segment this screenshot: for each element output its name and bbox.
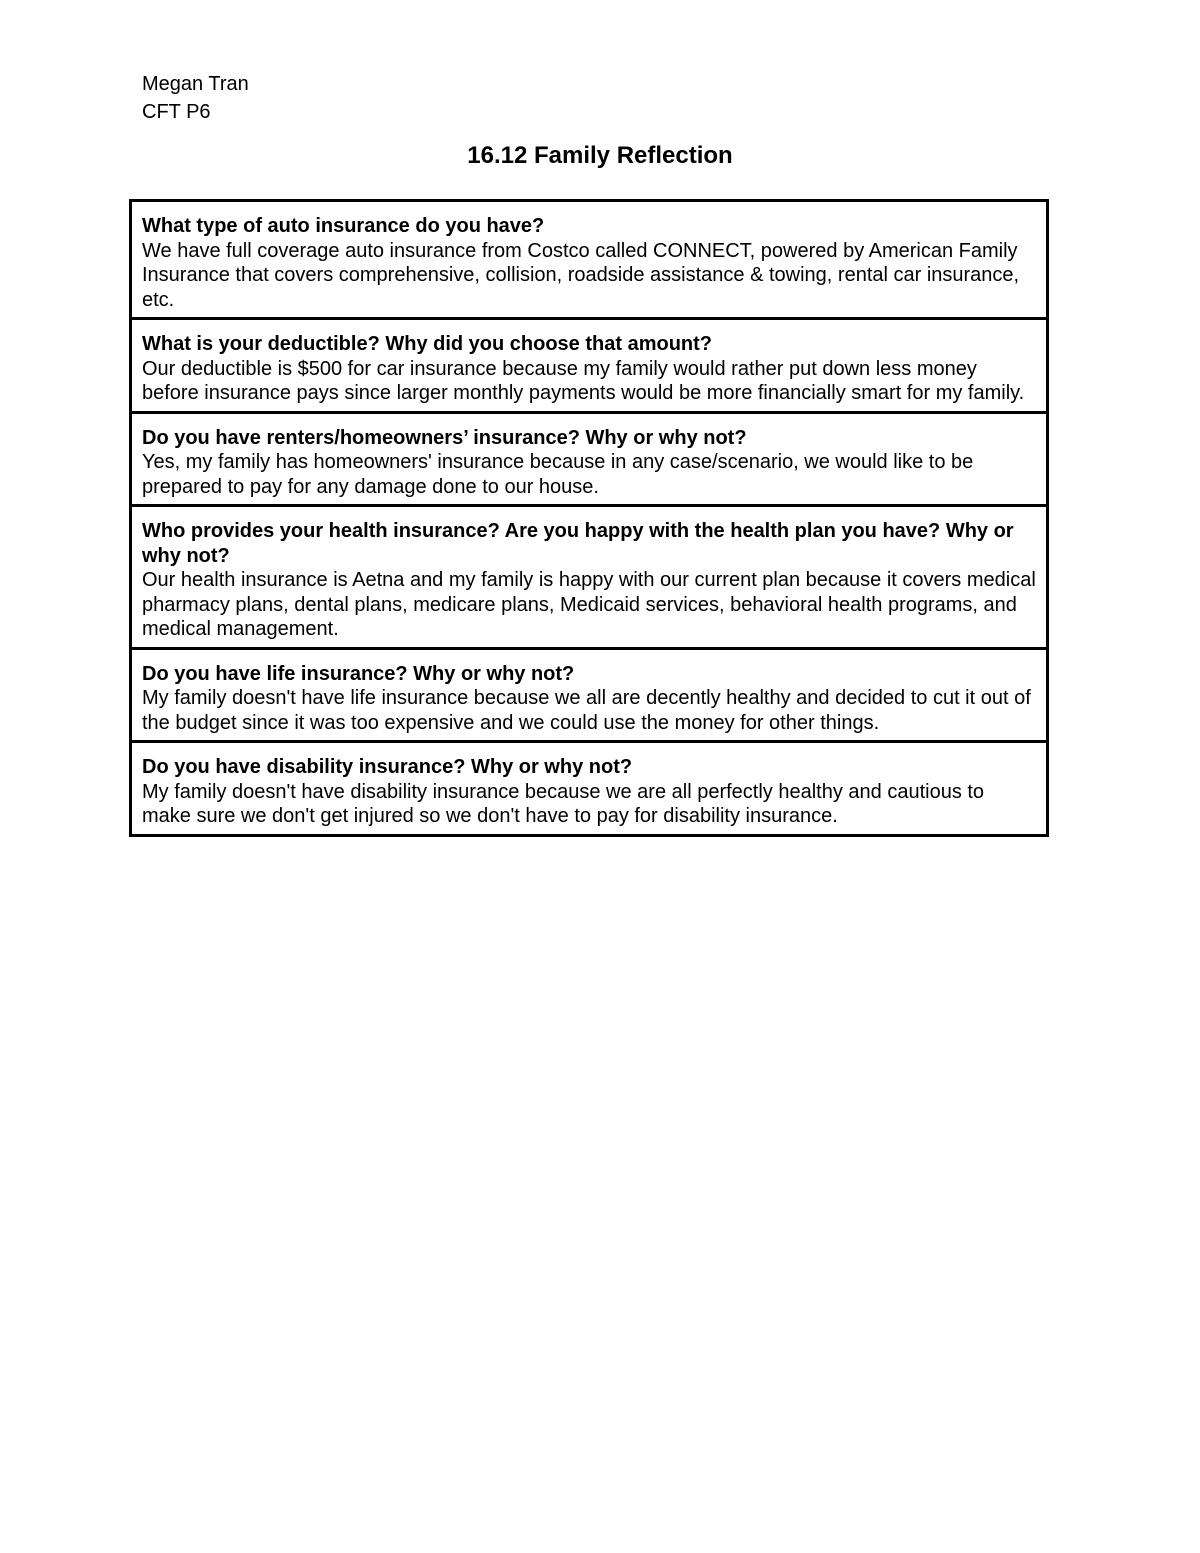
reflection-table bbox=[129, 199, 1049, 837]
table-row bbox=[132, 743, 1046, 834]
question-text: What is your deductible? Why did you choose that amount? bbox=[142, 333, 713, 355]
answer-text: Our health insurance is Aetna and my family is happy with our current plan because it covers medical pharmacy plans, dental plans, medicare plans, Medicaid services, behavioral health programs, and medical management. bbox=[142, 569, 1036, 640]
header-block bbox=[142, 70, 249, 126]
answer-text: Our deductible is $500 for car insurance because my family would rather put down less money before insurance pays since larger monthly payments would be more financially smart for my family. bbox=[142, 357, 1025, 404]
answer-text: My family doesn't have life insurance because we all are decently healthy and decided to cut it out of the budget since it was too expensive and we could use the money for other things. bbox=[142, 687, 1031, 734]
answer-text: My family doesn't have disability insurance because we are all perfectly healthy and cautious to make sure we don't get injured so we don't have to pay for disability insurance. bbox=[142, 780, 985, 827]
table-row bbox=[132, 320, 1046, 414]
question-text: Do you have renters/homeowners’ insurance? Why or why not? bbox=[142, 426, 747, 449]
question-text: Do you have disability insurance? Why or why not? bbox=[142, 756, 633, 778]
question-text: Do you have life insurance? Why or why not? bbox=[142, 662, 575, 685]
question-text: Who provides your health insurance? Are you happy with the health plan you have? Why or why not? bbox=[142, 520, 1014, 567]
table-row bbox=[132, 414, 1046, 508]
answer-text: We have full coverage auto insurance from Costco called CONNECT, powered by American Family Insurance that covers comprehensive, collision, roadside assistance & towing, rental car insurance, etc. bbox=[142, 239, 1020, 311]
table-row bbox=[132, 202, 1046, 320]
answer-text: Yes, my family has homeowners' insurance because in any case/scenario, we would like to be prepared to pay for any damage done to our house. bbox=[142, 451, 974, 498]
question-text: What type of auto insurance do you have? bbox=[142, 215, 545, 237]
table-row bbox=[132, 650, 1046, 744]
class-period: CFT P6 bbox=[142, 101, 211, 123]
table-row bbox=[132, 507, 1046, 650]
document-title: 16.12 Family Reflection bbox=[467, 142, 733, 169]
student-name: Megan Tran bbox=[142, 73, 249, 95]
